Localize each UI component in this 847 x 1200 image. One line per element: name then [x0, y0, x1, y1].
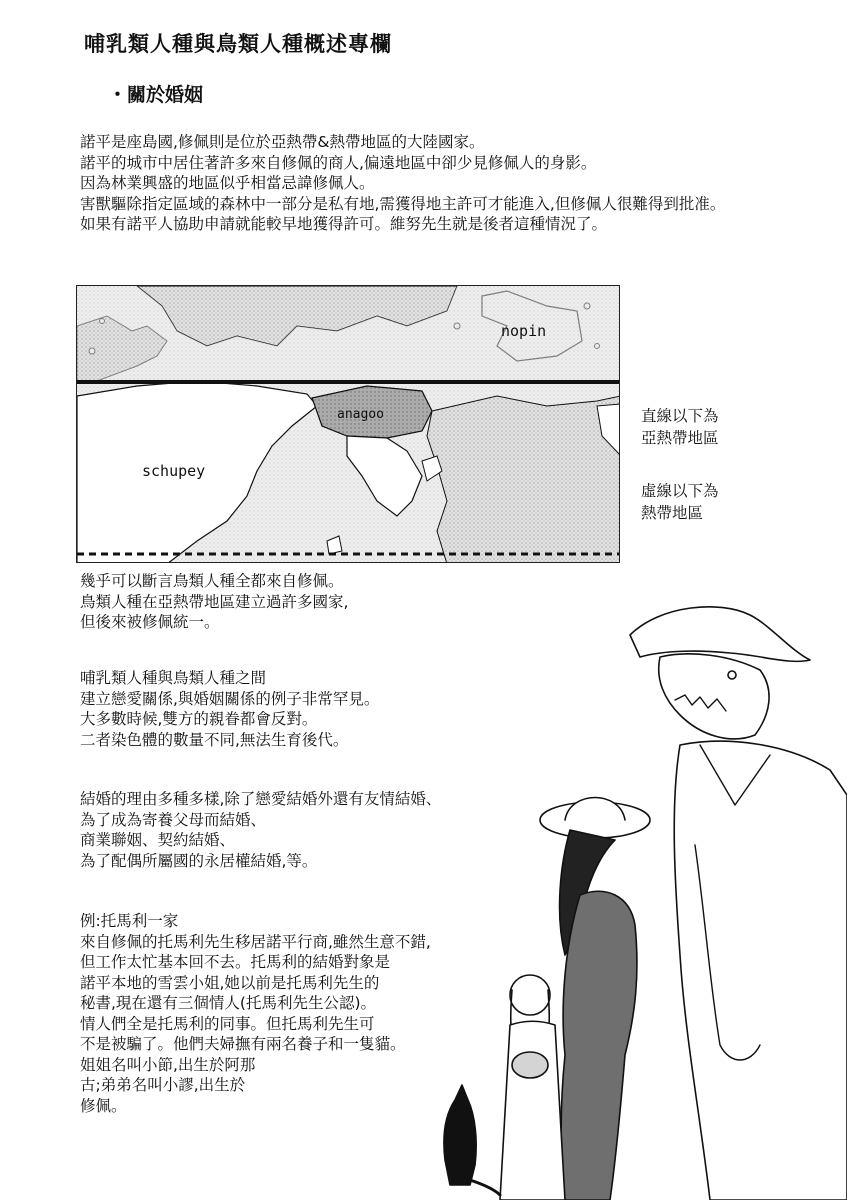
frog — [512, 1052, 548, 1078]
hat — [630, 607, 810, 662]
relations-paragraph: 哺乳類人種與鳥類人種之間 建立戀愛關係,與婚姻關係的例子非常罕見。 大多數時候,雙方的親眷都會反對。 二者染色體的數量不同,無法生育後代。 — [80, 669, 380, 749]
family-illustration — [430, 595, 847, 1200]
shark-man-figure — [630, 607, 847, 1200]
girl-body — [500, 1021, 565, 1200]
map-label-nopin: nopin — [501, 322, 547, 340]
woman-body — [561, 891, 637, 1200]
intro-paragraph: 諾平是座島國,修佩則是位於亞熱帶&熱帶地區的大陸國家。 諾平的城市中居住著許多來自修佩的商人,偏遠地區中卻少見修佩人的身影。 因為林業興盛的地區似乎相當忌諱修佩人。 害獸驅除指定區域的森林中一部分是私有地,需獲得地主許可才能進入,但修佩人很難得到批准。 如果有諾平人協助申請就能較早地獲得許可。維努先生就是後者這種情況了。 — [80, 133, 726, 233]
girl-figure — [500, 975, 565, 1200]
marriage-reasons-paragraph: 結婚的理由多種多樣,除了戀愛結婚外還有友情結婚、 為了成為寄養父母而結婚、 商業聯姻、契約結婚、 為了配偶所屬國的永居權結婚,等。 — [80, 790, 442, 870]
origin-paragraph: 幾乎可以斷言鳥類人種全都來自修佩。 鳥類人種在亞熱帶地區建立過許多國家, 但後來被修佩統一。 — [80, 572, 349, 631]
map-label-schupey: schupey — [142, 462, 206, 480]
map-label-anagoo: anagoo — [337, 407, 384, 422]
cat-tail — [470, 1180, 500, 1195]
cat-body — [444, 1085, 476, 1185]
shark-head — [659, 654, 769, 739]
torso — [674, 741, 847, 1200]
section-heading: ・關於婚姻 — [108, 84, 204, 106]
map-drawing — [77, 286, 620, 563]
eastern-landmass — [427, 396, 620, 563]
solid-line-legend: 直線以下為 亞熱帶地區 — [641, 407, 719, 447]
woman-hat-crown — [565, 798, 625, 821]
column-title: 哺乳類人種與鳥類人種概述專欄 — [84, 32, 392, 56]
map — [76, 285, 620, 563]
cat-figure — [444, 1085, 500, 1195]
dashed-line-legend: 虛線以下為 熱帶地區 — [641, 482, 719, 522]
tomari-family-paragraph: 例:托馬利一家 來自修佩的托馬利先生移居諾平行商,雖然生意不錯, 但工作太忙基本回不去。托馬利的結婚對象是 諾平本地的雪雲小姐,她以前是托馬利先生的 秘書,現在還有三個情人(托馬利先生公認)。 情人們全是托馬利的同事。但托馬利先生可 不是被騙了。他們夫婦撫有兩名養子和一隻貓。 姐姐名叫小節,出生於阿那 古;弟弟名叫小謬,出生於 修佩。 — [80, 912, 431, 1115]
girl-head — [510, 975, 550, 1015]
